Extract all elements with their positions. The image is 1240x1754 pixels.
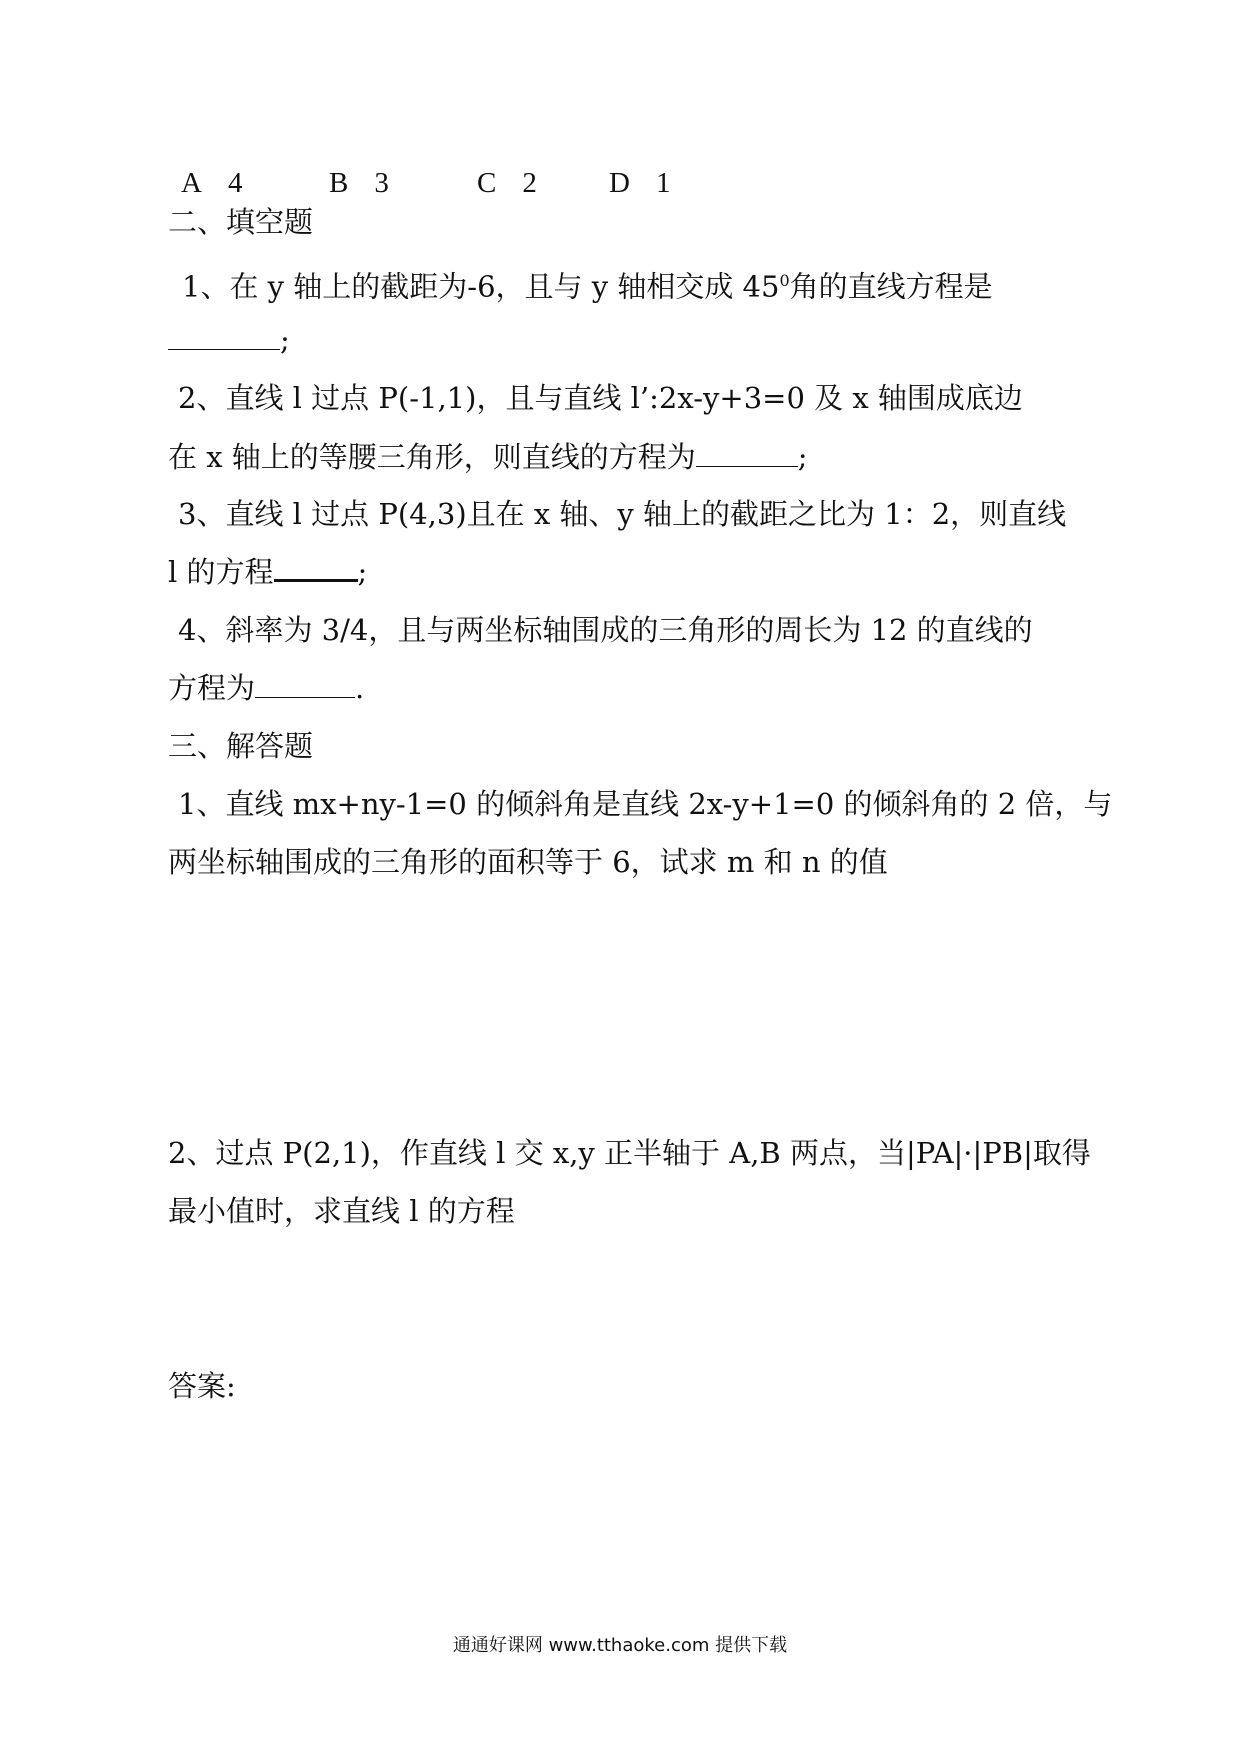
fill-question-1: [182, 261, 993, 307]
choice-value: 2: [522, 167, 537, 199]
fill-question-3: 3、直线 l 过点 P(4,3)且在 x 轴、y 轴上的截距之比为 1：2，则直线: [178, 497, 1067, 531]
blank-tail: ;: [797, 440, 808, 474]
section-heading-fill: 二、填空题: [168, 205, 314, 239]
solve-question-2-line2: 最小值时，求直线 l 的方程: [168, 1194, 515, 1228]
choice-letter: D: [609, 167, 630, 199]
choice-d: [609, 163, 670, 203]
answer-label: 答案:: [168, 1369, 236, 1403]
solve-question-1: 1、直线 mx+ny-1=0 的倾斜角是直线 2x-y+1=0 的倾斜角的 2 倍，与: [178, 787, 1113, 821]
choice-value: 3: [374, 167, 389, 199]
answer-blank[interactable]: [696, 440, 798, 467]
question-text: 1、在 y 轴上的截距为-6，且与 y 轴相交成 45: [182, 269, 780, 304]
choice-letter: B: [329, 167, 349, 199]
choice-value: 1: [655, 167, 671, 199]
answer-blank[interactable]: [168, 323, 280, 350]
fill-question-2: 2、直线 l 过点 P(-1,1)，且与直线 l’:2x-y+3=0 及 x 轴围成底边: [178, 381, 1023, 415]
question-text: 角的直线方程是: [789, 269, 993, 304]
choice-letter: A: [181, 167, 202, 199]
fill-question-4-line2: [168, 668, 364, 708]
question-text: l 的方程: [168, 555, 274, 589]
blank-tail: ;: [280, 323, 290, 357]
question-text: 在 x 轴上的等腰三角形，则直线的方程为: [168, 440, 696, 474]
choice-c: [477, 163, 537, 203]
blank-tail: .: [355, 671, 365, 705]
solve-question-1-line2: 两坐标轴围成的三角形的面积等于 6，试求 m 和 n 的值: [168, 845, 888, 879]
choice-letter: C: [477, 167, 497, 199]
blank-tail: ;: [357, 555, 368, 589]
fill-question-2-line2: [168, 437, 808, 477]
question-text: 方程为: [168, 671, 256, 705]
fill-question-1-answer-line: [168, 320, 290, 360]
answer-blank[interactable]: [255, 671, 355, 698]
solve-question-2: 2、过点 P(2,1)，作直线 l 交 x,y 正半轴于 A,B 两点，当|PA|·|PB|取得: [168, 1136, 1091, 1170]
page-footer: 通通好课网 www.tthaoke.com 提供下载: [452, 1635, 788, 1656]
choice-value: 4: [227, 167, 243, 199]
section-heading-solve: 三、解答题: [168, 729, 314, 763]
choice-b: [329, 163, 389, 203]
answer-blank[interactable]: [274, 553, 358, 582]
degree-superscript: 0: [779, 271, 790, 290]
fill-question-3-line2: [168, 552, 367, 592]
choice-a: [181, 163, 242, 203]
fill-question-4: 4、斜率为 3/4，且与两坐标轴围成的三角形的周长为 12 的直线的: [178, 613, 1033, 647]
